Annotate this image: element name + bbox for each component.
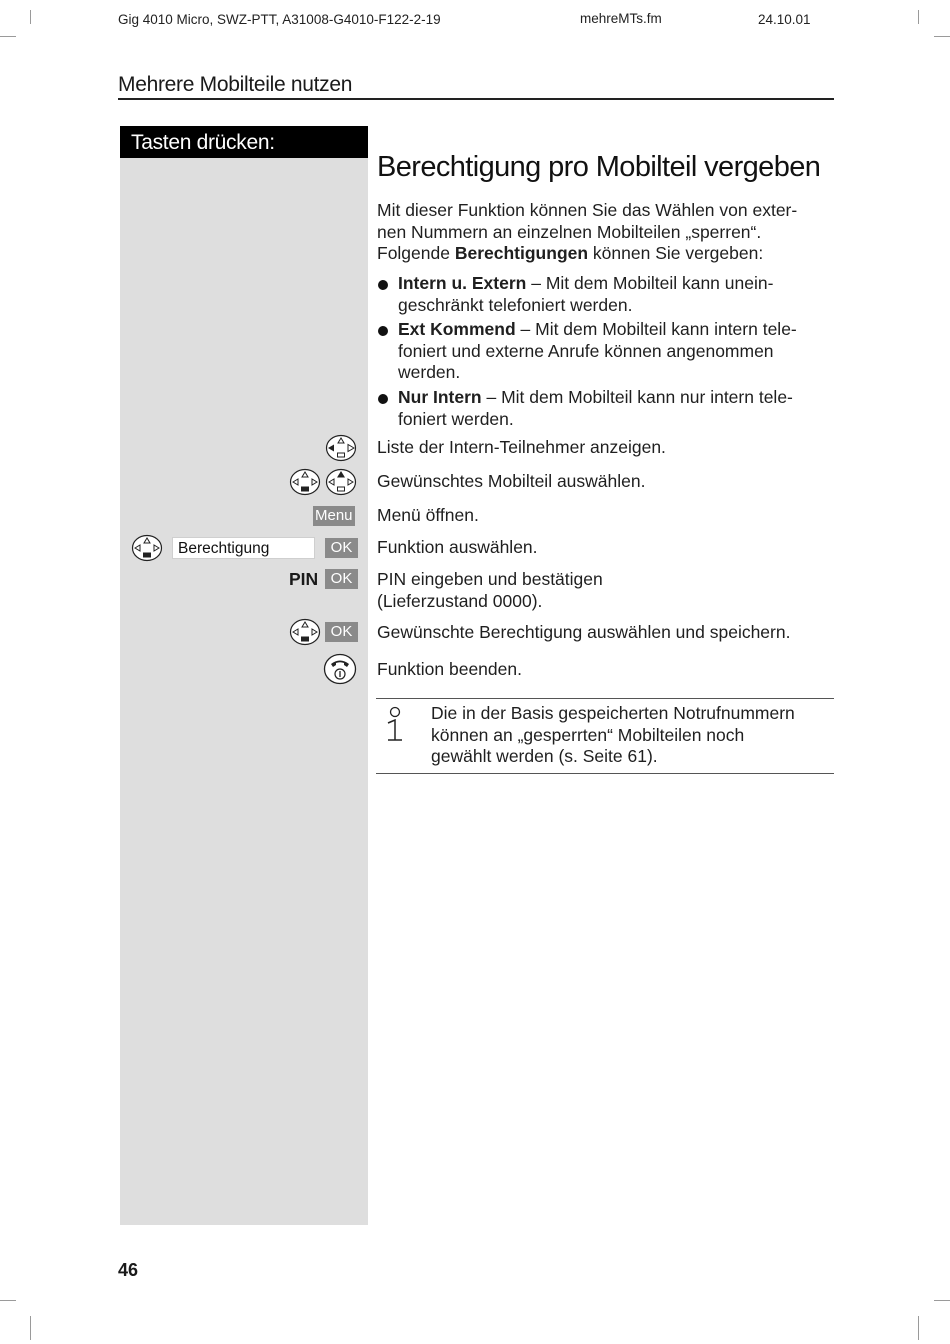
page-number: 46	[118, 1260, 139, 1280]
permission-name: Intern u. Extern	[398, 273, 527, 293]
bullet-icon	[378, 394, 388, 404]
header-date: 24.10.01	[758, 12, 811, 27]
crop-mark	[30, 10, 31, 24]
header-document-info: Gig 4010 Micro, SWZ-PTT, A31008-G4010-F122-2-19	[118, 12, 441, 27]
intro-line: nen Nummern an einzelnen Mobilteilen „sperren“.	[377, 221, 762, 242]
note-top-rule	[376, 698, 834, 699]
nav-key-up-icon	[325, 468, 357, 496]
crop-mark	[934, 36, 950, 37]
page-title: Berechtigung pro Mobilteil vergeben	[377, 151, 821, 183]
keys-column-header: Tasten drücken:	[120, 126, 368, 158]
crop-mark	[918, 1316, 919, 1340]
section-divider	[118, 98, 834, 100]
step-instruction: Funktion beenden.	[377, 659, 522, 679]
nav-key-down-icon	[289, 618, 321, 646]
intro-line: Folgende Berechtigungen können Sie vergeben:	[377, 243, 764, 263]
note-text: Die in der Basis gespeicherten Notrufnummern können an „gesperrten“ Mobilteilen noch gewählt werden (s. Seite 61).	[431, 703, 795, 766]
crop-mark	[30, 1316, 31, 1340]
crop-mark	[0, 36, 16, 37]
bullet-icon	[378, 280, 388, 290]
step-instruction: Menü öffnen.	[377, 505, 479, 525]
permission-name: Ext Kommend	[398, 319, 516, 339]
nav-key-down-icon	[131, 534, 163, 562]
step-instruction: Gewünschtes Mobilteil auswählen.	[377, 471, 646, 491]
step-instruction: Gewünschte Berechtigung auswählen und speichern.	[377, 622, 791, 642]
crop-mark	[918, 10, 919, 24]
nav-key-left-icon	[325, 434, 357, 462]
intro-line: Mit dieser Funktion können Sie das Wählen von exter-	[377, 200, 798, 220]
bullet-icon	[378, 326, 388, 336]
display-menu-entry: Berechtigung	[172, 537, 315, 559]
ok-key[interactable]: OK	[325, 569, 358, 589]
intro-bold-term: Berechtigungen	[454, 243, 589, 263]
section-title: Mehrere Mobilteile nutzen	[118, 73, 353, 96]
end-call-key-icon	[323, 653, 357, 685]
pin-label: PIN	[289, 569, 319, 589]
step-instruction: Funktion auswählen.	[377, 537, 538, 557]
permission-item: Ext Kommend – Mit dem Mobilteil kann intern tele- foniert und externe Anrufe können angenommen werden.	[398, 319, 797, 382]
note-bottom-rule	[376, 773, 834, 774]
ok-key[interactable]: OK	[325, 538, 358, 558]
nav-key-down-icon	[289, 468, 321, 496]
permission-item: Intern u. Extern – Mit dem Mobilteil kann unein- geschränkt telefoniert werden.	[398, 273, 774, 315]
intro-paragraph	[377, 200, 837, 265]
permission-item: Nur Intern – Mit dem Mobilteil kann nur intern tele- foniert werden.	[398, 387, 793, 429]
crop-mark	[934, 1300, 950, 1301]
permission-name: Nur Intern	[398, 387, 482, 407]
step-instruction: PIN eingeben und bestätigen (Lieferzustand 0000).	[377, 569, 603, 611]
step-instruction: Liste der Intern-Teilnehmer anzeigen.	[377, 437, 666, 457]
note-info-icon	[383, 706, 407, 744]
crop-mark	[0, 1300, 16, 1301]
menu-key[interactable]: Menu	[315, 507, 353, 524]
header-filename: mehreMTs.fm	[580, 11, 662, 26]
ok-key[interactable]: OK	[325, 622, 358, 642]
